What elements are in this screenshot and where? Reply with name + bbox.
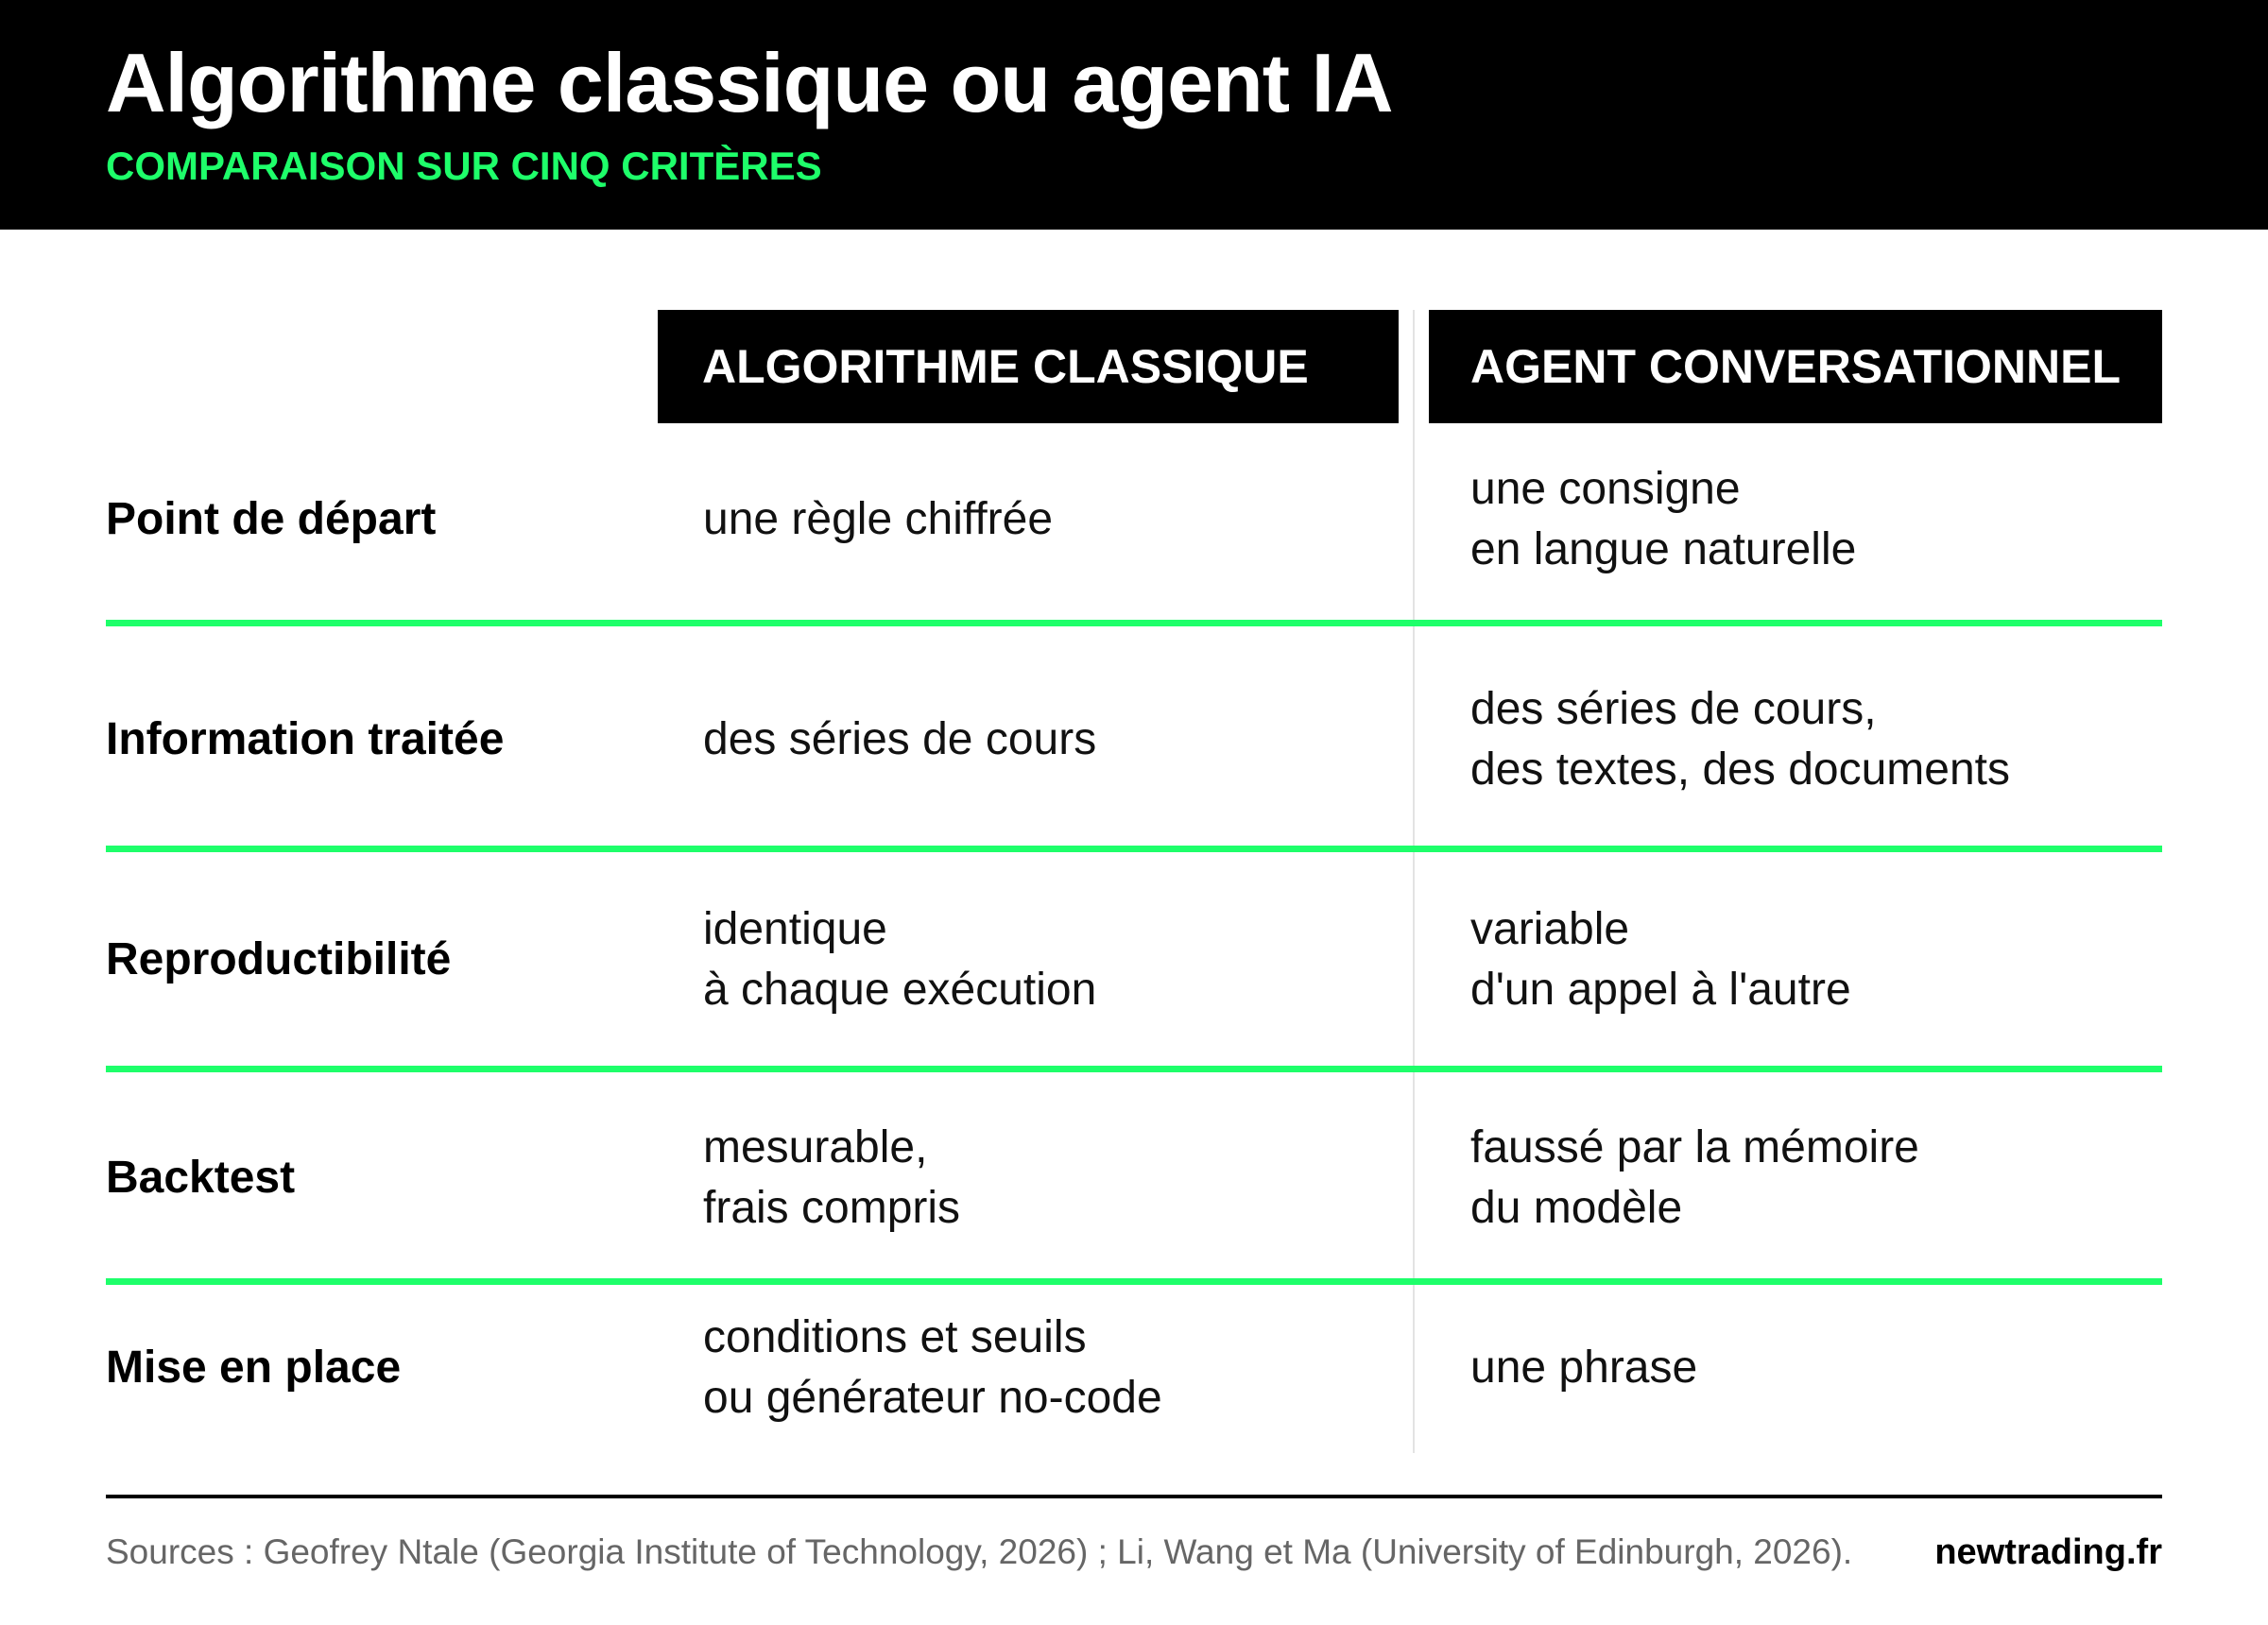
footer-rule	[106, 1495, 2162, 1498]
row-separator	[106, 1278, 2162, 1285]
cell-agent: variable d'un appel à l'autre	[1470, 904, 1851, 1015]
cell-agent: faussé par la mémoire du modèle	[1470, 1122, 1919, 1233]
row-label: Information traitée	[106, 714, 505, 764]
sources-note: Sources : Geofrey Ntale (Georgia Institute of Technology, 2026) ; Li, Wang et Ma (University of Edinburgh, 2026).	[106, 1532, 1853, 1571]
cell-classique: des séries de cours	[703, 714, 1097, 764]
header-banner	[0, 0, 2268, 230]
row-label: Mise en place	[106, 1343, 402, 1393]
cell-classique: identique à chaque exécution	[703, 904, 1097, 1015]
row-label: Point de départ	[106, 494, 437, 544]
row-label: Reproductibilité	[106, 934, 452, 984]
column-header-agent: AGENT CONVERSATIONNEL	[1429, 310, 2162, 423]
cell-agent: des séries de cours, des textes, des documents	[1470, 684, 2010, 795]
cell-classique: conditions et seuils ou générateur no-code	[703, 1312, 1162, 1423]
column-header-classique: ALGORITHME CLASSIQUE	[658, 310, 1399, 423]
row-separator	[106, 1066, 2162, 1072]
brand-credit: newtrading.fr	[1934, 1532, 2162, 1572]
cell-classique: une règle chiffrée	[703, 494, 1054, 544]
row-separator	[106, 620, 2162, 626]
cell-classique: mesurable, frais compris	[703, 1122, 961, 1233]
cell-agent: une phrase	[1470, 1343, 1698, 1393]
page-title: Algorithme classique ou agent IA	[106, 36, 1393, 129]
cell-agent: une consigne en langue naturelle	[1470, 464, 1857, 574]
row-label: Backtest	[106, 1153, 296, 1203]
row-separator	[106, 846, 2162, 852]
page-subtitle: COMPARAISON SUR CINQ CRITÈRES	[106, 144, 822, 188]
